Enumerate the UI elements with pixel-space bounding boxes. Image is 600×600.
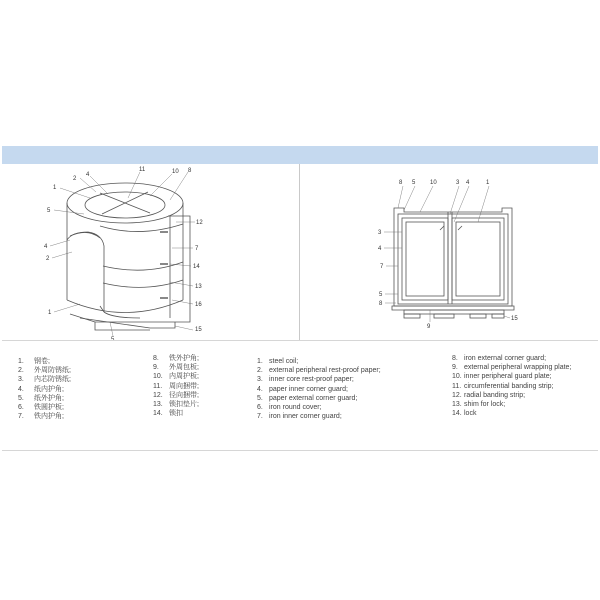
- callout-4b: 4: [44, 244, 48, 250]
- section-callout-8: 8: [399, 180, 403, 186]
- legend-en-col2: [452, 354, 571, 418]
- section-callout-4: 4: [466, 180, 470, 186]
- legend-item: 1. 钢卷;: [18, 358, 50, 365]
- callout-13: 13: [195, 284, 202, 290]
- left-callout-labels: [44, 167, 203, 340]
- callout-11: 11: [139, 167, 146, 173]
- left-callout-leaders: [50, 172, 195, 336]
- callout-16: 16: [195, 302, 202, 308]
- legend-cn-col2: [153, 354, 199, 418]
- section-callout-5b: 5: [379, 292, 383, 298]
- legend-item: 8. iron external corner guard;: [452, 355, 547, 362]
- legend-item: 13. shim for lock;: [452, 401, 506, 409]
- legend-item: 3. 内芯防锈纸;: [18, 376, 71, 384]
- section-callout-15: 15: [511, 316, 518, 322]
- callout-1b: 1: [48, 310, 52, 316]
- legend-item: 2. 外周防锈纸;: [18, 367, 71, 375]
- right-callout-leaders: [384, 186, 510, 322]
- callout-14: 14: [193, 264, 200, 270]
- callout-7: 7: [195, 246, 199, 252]
- coil-section-drawing: [300, 164, 598, 340]
- legend-item: 6. iron round cover;: [257, 404, 322, 412]
- legend-item: 11. 周向捆带;: [153, 382, 199, 390]
- callout-8: 8: [188, 168, 192, 174]
- section-callout-3b: 3: [378, 230, 382, 236]
- legend-item: 10. inner peripheral guard plate;: [452, 373, 552, 381]
- legend-item: 3. inner core rest-proof paper;: [257, 376, 354, 384]
- section-callout-7: 7: [380, 264, 384, 270]
- callout-1: 1: [53, 185, 57, 191]
- legend-item: 12. radial banding strip;: [452, 391, 526, 399]
- callout-4: 4: [86, 172, 90, 178]
- section-callout-5: 5: [412, 180, 416, 186]
- legend-item: 5. paper external corner guard;: [257, 394, 358, 402]
- section-callout-1: 1: [486, 180, 490, 186]
- callout-5: 5: [47, 208, 51, 214]
- legend-item: 4. paper inner corner guard;: [257, 385, 348, 393]
- legend-en-col1: [257, 357, 381, 421]
- legend-item: 12. 径向捆带;: [153, 391, 199, 399]
- section-callout-3: 3: [456, 180, 460, 186]
- legend-item: 9. external peripheral wrapping plate;: [452, 364, 572, 372]
- legend-item: 11. circumferential banding strip;: [452, 382, 554, 390]
- legend-divider: [2, 340, 598, 341]
- callout-12: 12: [196, 220, 203, 226]
- legend-item: 5. 纸外护角;: [18, 394, 64, 402]
- legend-item: 7. 铁内护角;: [18, 413, 64, 421]
- legend-item: 4. 纸内护角;: [18, 385, 64, 393]
- section-body: [392, 208, 514, 318]
- section-callout-4b: 4: [378, 246, 382, 252]
- legend-item: 7. iron inner corner guard;: [257, 413, 342, 421]
- callout-2: 2: [73, 176, 77, 182]
- callout-2b: 2: [46, 256, 50, 262]
- section-callout-10: 10: [430, 180, 437, 186]
- legend-item: 6. 铁圆护板;: [18, 404, 64, 412]
- legend-item: 10. 内周护板;: [153, 373, 199, 381]
- legend-item: 2. external peripheral rest-proof paper;: [257, 367, 381, 375]
- header-band: [2, 146, 598, 164]
- legend-item: 14. 锁扣: [153, 410, 183, 418]
- callout-5b: 5: [111, 337, 115, 340]
- bottom-rule: [2, 450, 598, 451]
- callout-15: 15: [195, 327, 202, 333]
- coil-package-drawing: [0, 164, 299, 340]
- coil-body: [67, 183, 190, 330]
- section-callout-9: 9: [427, 324, 431, 330]
- legend-item: 9. 外周包板;: [153, 364, 199, 372]
- legend-cn-col1: [18, 357, 71, 421]
- legend-item: 1. steel coil;: [257, 358, 299, 365]
- legend-item: 13. 锁扣垫片;: [153, 401, 199, 409]
- legend-item: 14. lock: [452, 410, 477, 418]
- callout-10: 10: [172, 169, 179, 175]
- section-callout-8b: 8: [379, 301, 383, 307]
- legend-item: 8. 铁外护角;: [153, 355, 199, 362]
